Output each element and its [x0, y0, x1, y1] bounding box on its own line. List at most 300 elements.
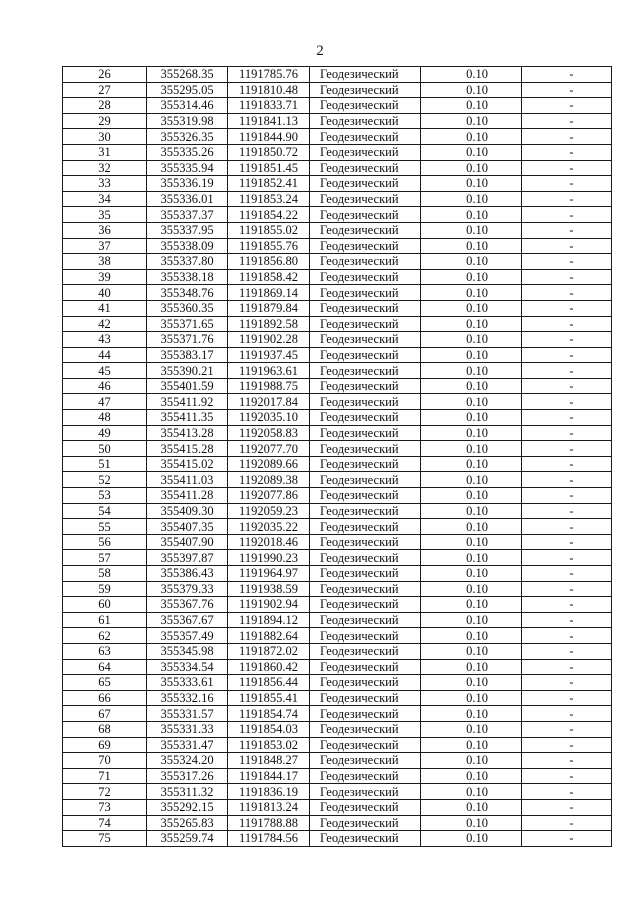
method-cell: Геодезический	[310, 612, 421, 628]
y-coordinate-cell: 1192035.22	[228, 519, 310, 535]
note-cell: -	[522, 659, 612, 675]
x-coordinate-cell: 355337.95	[147, 222, 228, 238]
point-number-cell: 49	[63, 425, 147, 441]
y-coordinate-cell: 1191844.90	[228, 129, 310, 145]
method-cell: Геодезический	[310, 519, 421, 535]
accuracy-cell: 0.10	[421, 394, 522, 410]
y-coordinate-cell: 1191964.97	[228, 566, 310, 582]
x-coordinate-cell: 355407.90	[147, 534, 228, 550]
note-cell: -	[522, 550, 612, 566]
note-cell: -	[522, 612, 612, 628]
method-cell: Геодезический	[310, 456, 421, 472]
table-row	[63, 519, 612, 535]
note-cell: -	[522, 67, 612, 83]
table-row	[63, 488, 612, 504]
y-coordinate-cell: 1192077.86	[228, 488, 310, 504]
note-cell: -	[522, 721, 612, 737]
method-cell: Геодезический	[310, 472, 421, 488]
note-cell: -	[522, 581, 612, 597]
accuracy-cell: 0.10	[421, 721, 522, 737]
accuracy-cell: 0.10	[421, 831, 522, 847]
accuracy-cell: 0.10	[421, 98, 522, 114]
note-cell: -	[522, 332, 612, 348]
y-coordinate-cell: 1191860.42	[228, 659, 310, 675]
accuracy-cell: 0.10	[421, 67, 522, 83]
table-row	[63, 472, 612, 488]
y-coordinate-cell: 1191788.88	[228, 815, 310, 831]
method-cell: Геодезический	[310, 831, 421, 847]
x-coordinate-cell: 355317.26	[147, 768, 228, 784]
note-cell: -	[522, 191, 612, 207]
accuracy-cell: 0.10	[421, 129, 522, 145]
table-row	[63, 456, 612, 472]
table-row	[63, 628, 612, 644]
method-cell: Геодезический	[310, 628, 421, 644]
table-row	[63, 144, 612, 160]
point-number-cell: 27	[63, 82, 147, 98]
point-number-cell: 50	[63, 441, 147, 457]
table-row	[63, 332, 612, 348]
x-coordinate-cell: 355367.67	[147, 612, 228, 628]
method-cell: Геодезический	[310, 98, 421, 114]
note-cell: -	[522, 799, 612, 815]
accuracy-cell: 0.10	[421, 425, 522, 441]
point-number-cell: 29	[63, 113, 147, 129]
x-coordinate-cell: 355336.01	[147, 191, 228, 207]
table-row	[63, 98, 612, 114]
y-coordinate-cell: 1192089.38	[228, 472, 310, 488]
table-row	[63, 441, 612, 457]
note-cell: -	[522, 519, 612, 535]
method-cell: Геодезический	[310, 129, 421, 145]
note-cell: -	[522, 113, 612, 129]
x-coordinate-cell: 355326.35	[147, 129, 228, 145]
accuracy-cell: 0.10	[421, 488, 522, 504]
method-cell: Геодезический	[310, 332, 421, 348]
accuracy-cell: 0.10	[421, 690, 522, 706]
x-coordinate-cell: 355415.02	[147, 456, 228, 472]
method-cell: Геодезический	[310, 534, 421, 550]
table-row	[63, 737, 612, 753]
note-cell: -	[522, 784, 612, 800]
accuracy-cell: 0.10	[421, 441, 522, 457]
y-coordinate-cell: 1191810.48	[228, 82, 310, 98]
point-number-cell: 48	[63, 410, 147, 426]
method-cell: Геодезический	[310, 643, 421, 659]
table-row	[63, 753, 612, 769]
point-number-cell: 69	[63, 737, 147, 753]
method-cell: Геодезический	[310, 503, 421, 519]
x-coordinate-cell: 355331.57	[147, 706, 228, 722]
accuracy-cell: 0.10	[421, 347, 522, 363]
x-coordinate-cell: 355411.92	[147, 394, 228, 410]
table-row	[63, 597, 612, 613]
point-number-cell: 65	[63, 675, 147, 691]
note-cell: -	[522, 394, 612, 410]
point-number-cell: 54	[63, 503, 147, 519]
y-coordinate-cell: 1192059.23	[228, 503, 310, 519]
x-coordinate-cell: 355319.98	[147, 113, 228, 129]
y-coordinate-cell: 1191853.24	[228, 191, 310, 207]
coordinates-table	[62, 66, 612, 847]
y-coordinate-cell: 1191882.64	[228, 628, 310, 644]
method-cell: Геодезический	[310, 269, 421, 285]
accuracy-cell: 0.10	[421, 363, 522, 379]
note-cell: -	[522, 347, 612, 363]
point-number-cell: 32	[63, 160, 147, 176]
point-number-cell: 52	[63, 472, 147, 488]
point-number-cell: 71	[63, 768, 147, 784]
y-coordinate-cell: 1191833.71	[228, 98, 310, 114]
point-number-cell: 45	[63, 363, 147, 379]
table-row	[63, 721, 612, 737]
method-cell: Геодезический	[310, 378, 421, 394]
point-number-cell: 36	[63, 222, 147, 238]
note-cell: -	[522, 441, 612, 457]
y-coordinate-cell: 1191854.22	[228, 207, 310, 223]
method-cell: Геодезический	[310, 144, 421, 160]
x-coordinate-cell: 355259.74	[147, 831, 228, 847]
method-cell: Геодезический	[310, 254, 421, 270]
note-cell: -	[522, 597, 612, 613]
note-cell: -	[522, 82, 612, 98]
table-row	[63, 831, 612, 847]
method-cell: Геодезический	[310, 566, 421, 582]
y-coordinate-cell: 1191963.61	[228, 363, 310, 379]
note-cell: -	[522, 690, 612, 706]
method-cell: Геодезический	[310, 363, 421, 379]
accuracy-cell: 0.10	[421, 550, 522, 566]
point-number-cell: 47	[63, 394, 147, 410]
table-row	[63, 659, 612, 675]
note-cell: -	[522, 737, 612, 753]
page-number: 2	[316, 43, 324, 59]
point-number-cell: 37	[63, 238, 147, 254]
x-coordinate-cell: 355337.80	[147, 254, 228, 270]
note-cell: -	[522, 160, 612, 176]
method-cell: Геодезический	[310, 659, 421, 675]
y-coordinate-cell: 1191938.59	[228, 581, 310, 597]
accuracy-cell: 0.10	[421, 628, 522, 644]
note-cell: -	[522, 285, 612, 301]
point-number-cell: 53	[63, 488, 147, 504]
note-cell: -	[522, 503, 612, 519]
point-number-cell: 28	[63, 98, 147, 114]
accuracy-cell: 0.10	[421, 300, 522, 316]
y-coordinate-cell: 1191841.13	[228, 113, 310, 129]
accuracy-cell: 0.10	[421, 254, 522, 270]
x-coordinate-cell: 355345.98	[147, 643, 228, 659]
accuracy-cell: 0.10	[421, 659, 522, 675]
y-coordinate-cell: 1191872.02	[228, 643, 310, 659]
y-coordinate-cell: 1191856.80	[228, 254, 310, 270]
method-cell: Геодезический	[310, 768, 421, 784]
note-cell: -	[522, 425, 612, 441]
x-coordinate-cell: 355409.30	[147, 503, 228, 519]
y-coordinate-cell: 1191902.28	[228, 332, 310, 348]
note-cell: -	[522, 410, 612, 426]
method-cell: Геодезический	[310, 82, 421, 98]
method-cell: Геодезический	[310, 207, 421, 223]
method-cell: Геодезический	[310, 113, 421, 129]
point-number-cell: 56	[63, 534, 147, 550]
accuracy-cell: 0.10	[421, 815, 522, 831]
note-cell: -	[522, 815, 612, 831]
method-cell: Геодезический	[310, 425, 421, 441]
table-row	[63, 410, 612, 426]
method-cell: Геодезический	[310, 300, 421, 316]
x-coordinate-cell: 355383.17	[147, 347, 228, 363]
table-row	[63, 534, 612, 550]
note-cell: -	[522, 566, 612, 582]
y-coordinate-cell: 1191988.75	[228, 378, 310, 394]
table-row	[63, 176, 612, 192]
table-row	[63, 643, 612, 659]
point-number-cell: 43	[63, 332, 147, 348]
x-coordinate-cell: 355333.61	[147, 675, 228, 691]
method-cell: Геодезический	[310, 316, 421, 332]
method-cell: Геодезический	[310, 753, 421, 769]
x-coordinate-cell: 355334.54	[147, 659, 228, 675]
point-number-cell: 39	[63, 269, 147, 285]
table-row	[63, 581, 612, 597]
table-row	[63, 784, 612, 800]
y-coordinate-cell: 1191894.12	[228, 612, 310, 628]
method-cell: Геодезический	[310, 706, 421, 722]
y-coordinate-cell: 1191879.84	[228, 300, 310, 316]
method-cell: Геодезический	[310, 222, 421, 238]
method-cell: Геодезический	[310, 815, 421, 831]
point-number-cell: 42	[63, 316, 147, 332]
method-cell: Геодезический	[310, 721, 421, 737]
accuracy-cell: 0.10	[421, 207, 522, 223]
point-number-cell: 34	[63, 191, 147, 207]
method-cell: Геодезический	[310, 67, 421, 83]
point-number-cell: 58	[63, 566, 147, 582]
point-number-cell: 44	[63, 347, 147, 363]
accuracy-cell: 0.10	[421, 472, 522, 488]
point-number-cell: 70	[63, 753, 147, 769]
y-coordinate-cell: 1191836.19	[228, 784, 310, 800]
note-cell: -	[522, 300, 612, 316]
point-number-cell: 67	[63, 706, 147, 722]
note-cell: -	[522, 456, 612, 472]
accuracy-cell: 0.10	[421, 176, 522, 192]
note-cell: -	[522, 706, 612, 722]
x-coordinate-cell: 355338.09	[147, 238, 228, 254]
point-number-cell: 46	[63, 378, 147, 394]
point-number-cell: 72	[63, 784, 147, 800]
accuracy-cell: 0.10	[421, 378, 522, 394]
accuracy-cell: 0.10	[421, 238, 522, 254]
point-number-cell: 31	[63, 144, 147, 160]
note-cell: -	[522, 488, 612, 504]
y-coordinate-cell: 1191854.03	[228, 721, 310, 737]
y-coordinate-cell: 1191852.41	[228, 176, 310, 192]
x-coordinate-cell: 355413.28	[147, 425, 228, 441]
y-coordinate-cell: 1192018.46	[228, 534, 310, 550]
x-coordinate-cell: 355331.33	[147, 721, 228, 737]
method-cell: Геодезический	[310, 238, 421, 254]
y-coordinate-cell: 1191990.23	[228, 550, 310, 566]
accuracy-cell: 0.10	[421, 643, 522, 659]
table-row	[63, 378, 612, 394]
table-row	[63, 503, 612, 519]
point-number-cell: 38	[63, 254, 147, 270]
x-coordinate-cell: 355268.35	[147, 67, 228, 83]
method-cell: Геодезический	[310, 675, 421, 691]
point-number-cell: 51	[63, 456, 147, 472]
table-row	[63, 394, 612, 410]
point-number-cell: 30	[63, 129, 147, 145]
note-cell: -	[522, 643, 612, 659]
table-row	[63, 550, 612, 566]
table-row	[63, 425, 612, 441]
x-coordinate-cell: 355295.05	[147, 82, 228, 98]
point-number-cell: 40	[63, 285, 147, 301]
note-cell: -	[522, 831, 612, 847]
accuracy-cell: 0.10	[421, 784, 522, 800]
table-row	[63, 82, 612, 98]
note-cell: -	[522, 98, 612, 114]
x-coordinate-cell: 355337.37	[147, 207, 228, 223]
table-row	[63, 300, 612, 316]
x-coordinate-cell: 355411.03	[147, 472, 228, 488]
note-cell: -	[522, 207, 612, 223]
note-cell: -	[522, 753, 612, 769]
table-row	[63, 316, 612, 332]
table-row	[63, 160, 612, 176]
x-coordinate-cell: 355411.35	[147, 410, 228, 426]
method-cell: Геодезический	[310, 394, 421, 410]
method-cell: Геодезический	[310, 737, 421, 753]
x-coordinate-cell: 355371.76	[147, 332, 228, 348]
x-coordinate-cell: 355265.83	[147, 815, 228, 831]
table-row	[63, 690, 612, 706]
method-cell: Геодезический	[310, 581, 421, 597]
y-coordinate-cell: 1191869.14	[228, 285, 310, 301]
accuracy-cell: 0.10	[421, 160, 522, 176]
note-cell: -	[522, 675, 612, 691]
accuracy-cell: 0.10	[421, 316, 522, 332]
x-coordinate-cell: 355335.94	[147, 160, 228, 176]
x-coordinate-cell: 355324.20	[147, 753, 228, 769]
note-cell: -	[522, 472, 612, 488]
x-coordinate-cell: 355332.16	[147, 690, 228, 706]
point-number-cell: 41	[63, 300, 147, 316]
table-row	[63, 191, 612, 207]
x-coordinate-cell: 355386.43	[147, 566, 228, 582]
table-row	[63, 799, 612, 815]
accuracy-cell: 0.10	[421, 737, 522, 753]
x-coordinate-cell: 355314.46	[147, 98, 228, 114]
accuracy-cell: 0.10	[421, 519, 522, 535]
x-coordinate-cell: 355338.18	[147, 269, 228, 285]
accuracy-cell: 0.10	[421, 706, 522, 722]
note-cell: -	[522, 378, 612, 394]
y-coordinate-cell: 1192077.70	[228, 441, 310, 457]
accuracy-cell: 0.10	[421, 566, 522, 582]
note-cell: -	[522, 176, 612, 192]
accuracy-cell: 0.10	[421, 675, 522, 691]
y-coordinate-cell: 1192089.66	[228, 456, 310, 472]
x-coordinate-cell: 355335.26	[147, 144, 228, 160]
point-number-cell: 60	[63, 597, 147, 613]
note-cell: -	[522, 222, 612, 238]
y-coordinate-cell: 1191784.56	[228, 831, 310, 847]
y-coordinate-cell: 1191851.45	[228, 160, 310, 176]
point-number-cell: 55	[63, 519, 147, 535]
x-coordinate-cell: 355331.47	[147, 737, 228, 753]
y-coordinate-cell: 1191858.42	[228, 269, 310, 285]
x-coordinate-cell: 355367.76	[147, 597, 228, 613]
x-coordinate-cell: 355415.28	[147, 441, 228, 457]
x-coordinate-cell: 355390.21	[147, 363, 228, 379]
table-row	[63, 254, 612, 270]
x-coordinate-cell: 355407.35	[147, 519, 228, 535]
note-cell: -	[522, 238, 612, 254]
note-cell: -	[522, 254, 612, 270]
method-cell: Геодезический	[310, 784, 421, 800]
x-coordinate-cell: 355379.33	[147, 581, 228, 597]
y-coordinate-cell: 1191850.72	[228, 144, 310, 160]
table-row	[63, 285, 612, 301]
x-coordinate-cell: 355348.76	[147, 285, 228, 301]
accuracy-cell: 0.10	[421, 799, 522, 815]
point-number-cell: 62	[63, 628, 147, 644]
y-coordinate-cell: 1191785.76	[228, 67, 310, 83]
table-row	[63, 706, 612, 722]
table-row	[63, 207, 612, 223]
point-number-cell: 35	[63, 207, 147, 223]
y-coordinate-cell: 1191892.58	[228, 316, 310, 332]
x-coordinate-cell: 355401.59	[147, 378, 228, 394]
y-coordinate-cell: 1191813.24	[228, 799, 310, 815]
point-number-cell: 63	[63, 643, 147, 659]
accuracy-cell: 0.10	[421, 612, 522, 628]
accuracy-cell: 0.10	[421, 753, 522, 769]
method-cell: Геодезический	[310, 799, 421, 815]
accuracy-cell: 0.10	[421, 113, 522, 129]
note-cell: -	[522, 129, 612, 145]
table-row	[63, 67, 612, 83]
table-row	[63, 815, 612, 831]
x-coordinate-cell: 355411.28	[147, 488, 228, 504]
note-cell: -	[522, 144, 612, 160]
point-number-cell: 26	[63, 67, 147, 83]
point-number-cell: 33	[63, 176, 147, 192]
note-cell: -	[522, 316, 612, 332]
table-row	[63, 269, 612, 285]
note-cell: -	[522, 534, 612, 550]
x-coordinate-cell: 355357.49	[147, 628, 228, 644]
note-cell: -	[522, 269, 612, 285]
method-cell: Геодезический	[310, 191, 421, 207]
table-row	[63, 612, 612, 628]
accuracy-cell: 0.10	[421, 410, 522, 426]
y-coordinate-cell: 1192058.83	[228, 425, 310, 441]
y-coordinate-cell: 1191853.02	[228, 737, 310, 753]
y-coordinate-cell: 1191855.76	[228, 238, 310, 254]
accuracy-cell: 0.10	[421, 503, 522, 519]
y-coordinate-cell: 1191902.94	[228, 597, 310, 613]
method-cell: Геодезический	[310, 285, 421, 301]
table-row	[63, 129, 612, 145]
point-number-cell: 64	[63, 659, 147, 675]
point-number-cell: 73	[63, 799, 147, 815]
accuracy-cell: 0.10	[421, 82, 522, 98]
x-coordinate-cell: 355397.87	[147, 550, 228, 566]
